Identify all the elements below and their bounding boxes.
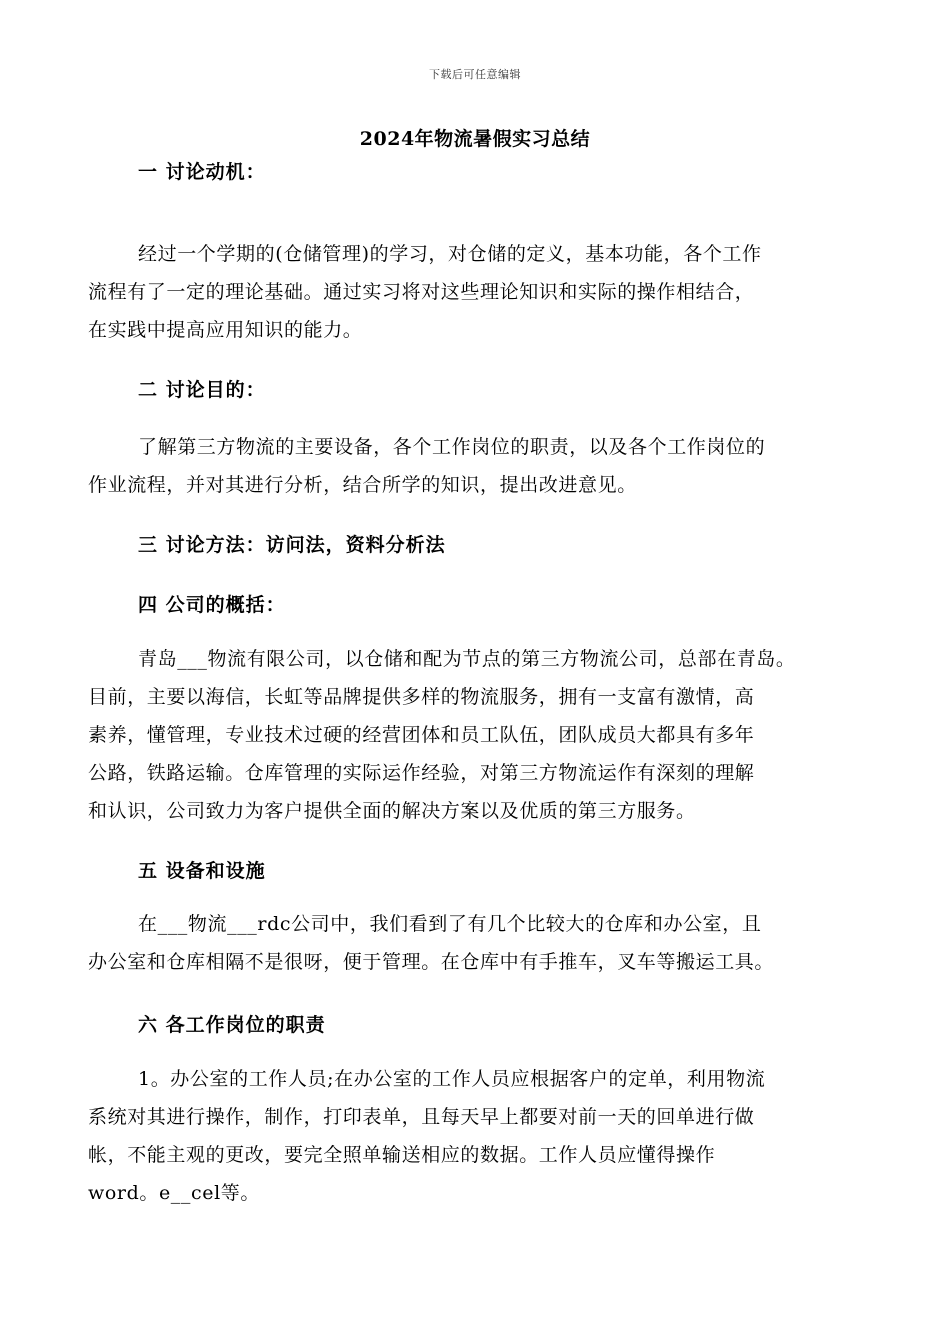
paragraph-line: 公路，铁路运输。仓库管理的实际运作经验，对第三方物流运作有深刻的理解	[88, 762, 755, 784]
paragraph-line: 系统对其进行操作，制作，打印表单，且每天早上都要对前一天的回单进行做	[88, 1106, 755, 1128]
paragraph-line: 帐，不能主观的更改，要完全照单输送相应的数据。工作人员应懂得操作	[88, 1144, 716, 1166]
document-title: 2024年物流暑假实习总结	[359, 128, 591, 150]
section-heading-4: 四 公司的概括：	[138, 594, 286, 616]
paragraph-line: 了解第三方物流的主要设备，各个工作岗位的职责，以及各个工作岗位的	[138, 436, 766, 458]
paragraph-line: 和认识，公司致力为客户提供全面的解决方案以及优质的第三方服务。	[88, 800, 696, 822]
section-heading-5: 五 设备和设施	[138, 860, 266, 882]
paragraph-line: 素养，懂管理，专业技术过硬的经营团体和员工队伍，团队成员大都具有多年	[88, 724, 755, 746]
header-note: 下载后可任意编辑	[429, 68, 521, 81]
section-paragraph-1	[88, 235, 888, 349]
section-heading-1: 一 讨论动机：	[138, 161, 266, 183]
paragraph-line: 流程有了一定的理论基础。通过实习将对这些理论知识和实际的操作相结合，	[88, 281, 755, 303]
paragraph-line: 办公室和仓库相隔不是很呀，便于管理。在仓库中有手推车，叉车等搬运工具。	[88, 951, 775, 973]
paragraph-line: 1。办公室的工作人员;在办公室的工作人员应根据客户的定单，利用物流	[138, 1068, 766, 1090]
paragraph-line: word。e__cel等。	[88, 1182, 260, 1204]
paragraph-line: 经过一个学期的(仓储管理)的学习，对仓储的定义，基本功能，各个工作	[138, 243, 762, 265]
section-paragraph-2	[88, 428, 888, 504]
section-heading-3: 三 讨论方法：访问法，资料分析法	[138, 534, 446, 556]
section-heading-2: 二 讨论目的：	[138, 379, 266, 401]
section-paragraph-5	[88, 905, 888, 981]
paragraph-line: 在实践中提高应用知识的能力。	[88, 319, 363, 341]
paragraph-line: 青岛___物流有限公司，以仓储和配为节点的第三方物流公司，总部在青岛。	[138, 648, 796, 670]
paragraph-line: 作业流程，并对其进行分析，结合所学的知识，提出改进意见。	[88, 474, 637, 496]
paragraph-line: 在___物流___rdc公司中，我们看到了有几个比较大的仓库和办公室，且	[138, 913, 762, 935]
paragraph-line: 目前，主要以海信，长虹等品牌提供多样的物流服务，拥有一支富有激情，高	[88, 686, 755, 708]
section-heading-6: 六 各工作岗位的职责	[138, 1014, 326, 1036]
section-paragraph-6	[88, 1060, 888, 1212]
section-paragraph-4	[88, 640, 888, 830]
